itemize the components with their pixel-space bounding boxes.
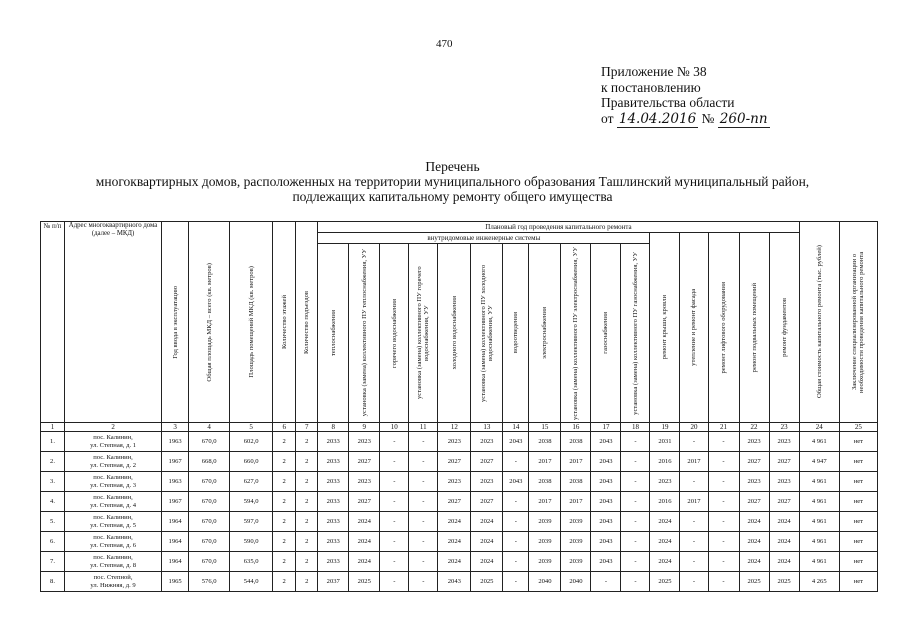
- cell-total: 576,0: [189, 572, 230, 592]
- cell-el-m: 2017: [561, 452, 591, 472]
- row-number: 8.: [41, 572, 65, 592]
- cell-heat-m: 2024: [349, 512, 380, 532]
- column-number: 25: [839, 423, 877, 432]
- cell-cost: 4 961: [799, 432, 839, 452]
- cell-gas: 2043: [591, 472, 621, 492]
- cell-prem: 594,0: [230, 492, 273, 512]
- cell-hw: -: [380, 452, 409, 472]
- address-cell: [65, 472, 162, 492]
- cell-en: 2: [296, 552, 318, 572]
- cell-base: 2024: [739, 532, 769, 552]
- cell-el-m: 2039: [561, 532, 591, 552]
- address-cell: [65, 552, 162, 572]
- cell-concl: нет: [839, 532, 877, 552]
- houses-table: [40, 221, 878, 592]
- row-number: 1.: [41, 432, 65, 452]
- column-number: 23: [769, 423, 799, 432]
- address-line-2: ул. Нижняя, д. 9: [90, 581, 136, 589]
- col-header-conclusion: Заключение специализированной организации о необходимости проведения капитального ремонта: [839, 222, 877, 423]
- cell-el-m: 2039: [561, 512, 591, 532]
- cell-gas: -: [591, 572, 621, 592]
- cell-elev: -: [708, 492, 739, 512]
- column-number: 16: [561, 423, 591, 432]
- column-number-row: [41, 423, 878, 432]
- cell-fl: 2: [273, 432, 296, 452]
- col-header-engineering: внутридомовые инженерные системы: [318, 233, 650, 244]
- column-number: 15: [529, 423, 561, 432]
- appendix-resolution: к постановлению: [601, 79, 701, 95]
- cell-elev: -: [708, 532, 739, 552]
- cell-hw-m: -: [409, 472, 438, 492]
- column-number: 24: [799, 423, 839, 432]
- cell-gas: 2043: [591, 552, 621, 572]
- address-line-1: пос. Калинин,: [93, 554, 133, 561]
- row-number: 4.: [41, 492, 65, 512]
- cell-found: 2027: [769, 492, 799, 512]
- cell-year: 1964: [162, 512, 189, 532]
- address-cell: [65, 492, 162, 512]
- column-number: 12: [438, 423, 471, 432]
- cell-cw: 2024: [438, 532, 471, 552]
- cell-base: 2027: [739, 492, 769, 512]
- row-number: 7.: [41, 552, 65, 572]
- cell-found: 2024: [769, 532, 799, 552]
- cell-en: 2: [296, 432, 318, 452]
- cell-gas-m: -: [621, 572, 650, 592]
- cell-prem: 544,0: [230, 572, 273, 592]
- address-line-1: пос. Калинин,: [93, 514, 133, 521]
- cell-fl: 2: [273, 572, 296, 592]
- cell-cw-m: 2027: [471, 492, 503, 512]
- col-header-heating: теплоснабжения: [318, 244, 349, 423]
- cell-heat: 2033: [318, 472, 349, 492]
- cell-prem: 590,0: [230, 532, 273, 552]
- cell-heat: 2033: [318, 532, 349, 552]
- cell-year: 1963: [162, 472, 189, 492]
- cell-sew: -: [503, 512, 529, 532]
- column-number: 18: [621, 423, 650, 432]
- cell-prem: 660,0: [230, 452, 273, 472]
- cell-gas-m: -: [621, 512, 650, 532]
- cell-concl: нет: [839, 452, 877, 472]
- cell-year: 1964: [162, 532, 189, 552]
- cell-fac: -: [680, 472, 708, 492]
- col-header-electricity-meter: установка (замена) коллективного ПУ электроснабжения, УУ: [561, 244, 591, 423]
- table-row: [41, 512, 878, 532]
- handwritten-date: 14.04.2016: [618, 110, 697, 127]
- cell-total: 670,0: [189, 432, 230, 452]
- cell-heat: 2033: [318, 552, 349, 572]
- table-row: [41, 432, 878, 452]
- address-line-1: пос. Калинин,: [93, 534, 133, 541]
- cell-total: 670,0: [189, 492, 230, 512]
- column-number: 22: [739, 423, 769, 432]
- cell-gas: 2043: [591, 492, 621, 512]
- cell-cost: 4 961: [799, 512, 839, 532]
- cell-found: 2023: [769, 472, 799, 492]
- column-number: 14: [503, 423, 529, 432]
- cell-heat: 2033: [318, 492, 349, 512]
- cell-elev: -: [708, 572, 739, 592]
- cell-el: 2040: [529, 572, 561, 592]
- cell-cw: 2043: [438, 572, 471, 592]
- cell-cw: 2027: [438, 492, 471, 512]
- cell-heat-m: 2027: [349, 452, 380, 472]
- cell-gas: 2043: [591, 452, 621, 472]
- cell-heat: 2037: [318, 572, 349, 592]
- title-line-1: Перечень: [425, 159, 480, 174]
- col-header-cold-water-meter: установка (замена) коллективного ПУ холодного водоснабжения, УУ: [471, 244, 503, 423]
- cell-fac: -: [680, 552, 708, 572]
- cell-fl: 2: [273, 452, 296, 472]
- address-line-2: ул. Степная, д. 2: [90, 461, 137, 469]
- cell-year: 1964: [162, 552, 189, 572]
- col-header-gas: газоснабжения: [591, 244, 621, 423]
- cell-elev: -: [708, 552, 739, 572]
- cell-cw: 2024: [438, 512, 471, 532]
- cell-year: 1967: [162, 492, 189, 512]
- column-number: 6: [273, 423, 296, 432]
- col-header-entrances: Количество подъездов: [296, 222, 318, 423]
- cell-el-m: 2038: [561, 432, 591, 452]
- cell-hw-m: -: [409, 432, 438, 452]
- col-header-cost: Общая стоимость капитального ремонта (тыс. рублей): [799, 222, 839, 423]
- cell-base: 2027: [739, 452, 769, 472]
- cell-roof: 2016: [650, 452, 680, 472]
- cell-fac: -: [680, 512, 708, 532]
- cell-heat-m: 2027: [349, 492, 380, 512]
- cell-el-m: 2017: [561, 492, 591, 512]
- cell-heat: 2033: [318, 432, 349, 452]
- col-header-total-area: Общая площадь МКД – всего (кв. метров): [189, 222, 230, 423]
- cell-concl: нет: [839, 472, 877, 492]
- cell-fl: 2: [273, 532, 296, 552]
- column-number: 7: [296, 423, 318, 432]
- cell-el-m: 2040: [561, 572, 591, 592]
- cell-total: 670,0: [189, 472, 230, 492]
- col-header-hot-water: горячего водоснабжения: [380, 244, 409, 423]
- cell-en: 2: [296, 532, 318, 552]
- address-line-2: ул. Степная, д. 4: [90, 501, 137, 509]
- date-prefix: от: [601, 110, 614, 126]
- cell-roof: 2024: [650, 512, 680, 532]
- address-line-1: пос. Калинин,: [93, 494, 133, 501]
- col-header-basement: ремонт подвальных помещений: [739, 233, 769, 423]
- cell-gas-m: -: [621, 472, 650, 492]
- cell-hw-m: -: [409, 532, 438, 552]
- cell-concl: нет: [839, 512, 877, 532]
- col-header-facade: утепление и ремонт фасада: [680, 233, 708, 423]
- cell-fl: 2: [273, 512, 296, 532]
- cell-total: 670,0: [189, 552, 230, 572]
- cell-base: 2023: [739, 432, 769, 452]
- column-number: 21: [708, 423, 739, 432]
- col-header-sewerage: водоотведения: [503, 244, 529, 423]
- cell-sew: -: [503, 492, 529, 512]
- cell-en: 2: [296, 452, 318, 472]
- address-line-1: пос. Степной,: [93, 574, 133, 581]
- cell-el: 2017: [529, 452, 561, 472]
- address-line-1: пос. Калинин,: [93, 434, 133, 441]
- col-header-planned-year: Плановый год проведения капитального ремонта: [318, 222, 800, 233]
- cell-base: 2024: [739, 552, 769, 572]
- column-number: 8: [318, 423, 349, 432]
- cell-el: 2039: [529, 552, 561, 572]
- cell-year: 1967: [162, 452, 189, 472]
- title-line-3: подлежащих капитальному ремонту общего имущества: [292, 189, 613, 204]
- cell-gas-m: -: [621, 432, 650, 452]
- cell-roof: 2031: [650, 432, 680, 452]
- cell-hw-m: -: [409, 492, 438, 512]
- cell-prem: 597,0: [230, 512, 273, 532]
- column-number: 5: [230, 423, 273, 432]
- row-number: 6.: [41, 532, 65, 552]
- cell-roof: 2024: [650, 532, 680, 552]
- cell-cost: 4 961: [799, 532, 839, 552]
- cell-found: 2023: [769, 432, 799, 452]
- cell-found: 2025: [769, 572, 799, 592]
- col-header-hot-water-meter: установка (замена) коллективного ПУ горячего водоснабжения, УУ: [409, 244, 438, 423]
- cell-fac: -: [680, 532, 708, 552]
- appendix-title: Приложение № 38: [601, 64, 707, 79]
- cell-sew: -: [503, 552, 529, 572]
- cell-heat: 2033: [318, 452, 349, 472]
- column-number: 1: [41, 423, 65, 432]
- cell-prem: 635,0: [230, 552, 273, 572]
- cell-base: 2024: [739, 512, 769, 532]
- cell-found: 2024: [769, 512, 799, 532]
- cell-fl: 2: [273, 472, 296, 492]
- cell-elev: -: [708, 472, 739, 492]
- table-row: [41, 472, 878, 492]
- col-header-num: № п/п: [41, 222, 65, 423]
- row-number: 5.: [41, 512, 65, 532]
- cell-cw: 2023: [438, 432, 471, 452]
- title-line-2: многоквартирных домов, расположенных на территории муниципального образования Ташлинский муниципальный район,: [95, 174, 810, 189]
- cell-cw-m: 2027: [471, 452, 503, 472]
- address-cell: [65, 572, 162, 592]
- address-line-2: ул. Степная, д. 8: [90, 561, 137, 569]
- table-row: [41, 552, 878, 572]
- handwritten-number: 260-пп: [719, 110, 768, 127]
- cell-fl: 2: [273, 552, 296, 572]
- address-line-2: ул. Степная, д. 5: [90, 521, 137, 529]
- cell-heat-m: 2024: [349, 532, 380, 552]
- cell-heat-m: 2025: [349, 572, 380, 592]
- column-number: 4: [189, 423, 230, 432]
- col-header-elevator: ремонт лифтового оборудования: [708, 233, 739, 423]
- cell-roof: 2025: [650, 572, 680, 592]
- cell-year: 1963: [162, 432, 189, 452]
- cell-el: 2038: [529, 472, 561, 492]
- cell-hw: -: [380, 432, 409, 452]
- col-header-roof: ремонт крыши, кровли: [650, 233, 680, 423]
- col-header-foundation: ремонт фундаментов: [769, 233, 799, 423]
- cell-en: 2: [296, 492, 318, 512]
- cell-gas-m: -: [621, 452, 650, 472]
- cell-hw-m: -: [409, 552, 438, 572]
- table-row: [41, 492, 878, 512]
- cell-cw: 2023: [438, 472, 471, 492]
- cell-el-m: 2039: [561, 552, 591, 572]
- cell-gas: 2043: [591, 532, 621, 552]
- cell-found: 2024: [769, 552, 799, 572]
- cell-concl: нет: [839, 492, 877, 512]
- cell-concl: нет: [839, 432, 877, 452]
- table-row: [41, 532, 878, 552]
- cell-heat-m: 2023: [349, 432, 380, 452]
- document-title: [0, 159, 905, 204]
- col-header-cold-water: холодного водоснабжения: [438, 244, 471, 423]
- column-number: 9: [349, 423, 380, 432]
- table-row: [41, 452, 878, 472]
- cell-elev: -: [708, 432, 739, 452]
- cell-concl: нет: [839, 572, 877, 592]
- cell-sew: -: [503, 452, 529, 472]
- cell-found: 2027: [769, 452, 799, 472]
- cell-prem: 627,0: [230, 472, 273, 492]
- appendix-date-line: [601, 111, 770, 128]
- cell-el: 2038: [529, 432, 561, 452]
- address-line-2: ул. Степная, д. 6: [90, 541, 137, 549]
- cell-fac: 2017: [680, 452, 708, 472]
- cell-en: 2: [296, 512, 318, 532]
- address-cell: [65, 532, 162, 552]
- cell-heat-m: 2024: [349, 552, 380, 572]
- cell-cw: 2024: [438, 552, 471, 572]
- cell-fac: 2017: [680, 492, 708, 512]
- address-line-1: пос. Калинин,: [93, 454, 133, 461]
- cell-el: 2039: [529, 512, 561, 532]
- cell-sew: -: [503, 532, 529, 552]
- cell-cw-m: 2024: [471, 532, 503, 552]
- cell-gas: 2043: [591, 512, 621, 532]
- column-number: 20: [680, 423, 708, 432]
- cell-hw: -: [380, 472, 409, 492]
- cell-base: 2023: [739, 472, 769, 492]
- cell-cost: 4 961: [799, 472, 839, 492]
- cell-el: 2039: [529, 532, 561, 552]
- cell-sew: 2043: [503, 432, 529, 452]
- cell-hw: -: [380, 512, 409, 532]
- cell-cost: 4 947: [799, 452, 839, 472]
- cell-total: 670,0: [189, 512, 230, 532]
- cell-roof: 2023: [650, 472, 680, 492]
- column-number: 2: [65, 423, 162, 432]
- cell-sew: -: [503, 572, 529, 592]
- page-number: 470: [436, 38, 453, 50]
- address-cell: [65, 512, 162, 532]
- cell-total: 668,0: [189, 452, 230, 472]
- cell-cost: 4 265: [799, 572, 839, 592]
- table-row: [41, 572, 878, 592]
- address-cell: [65, 452, 162, 472]
- cell-en: 2: [296, 572, 318, 592]
- cell-fac: -: [680, 572, 708, 592]
- cell-sew: 2043: [503, 472, 529, 492]
- cell-hw: -: [380, 572, 409, 592]
- cell-gas-m: -: [621, 492, 650, 512]
- column-number: 11: [409, 423, 438, 432]
- cell-roof: 2016: [650, 492, 680, 512]
- column-number: 13: [471, 423, 503, 432]
- cell-hw-m: -: [409, 512, 438, 532]
- col-header-heating-meter: установка (замена) коллективного ПУ теплоснабжения, УУ: [349, 244, 380, 423]
- cell-cost: 4 961: [799, 492, 839, 512]
- cell-hw: -: [380, 552, 409, 572]
- cell-gas: 2043: [591, 432, 621, 452]
- cell-roof: 2024: [650, 552, 680, 572]
- number-sign: №: [701, 110, 715, 126]
- cell-concl: нет: [839, 552, 877, 572]
- cell-el-m: 2038: [561, 472, 591, 492]
- row-number: 3.: [41, 472, 65, 492]
- cell-cw-m: 2023: [471, 432, 503, 452]
- column-number: 17: [591, 423, 621, 432]
- col-header-gas-meter: установка (замена) коллективного ПУ газоснабжения, УУ: [621, 244, 650, 423]
- cell-en: 2: [296, 472, 318, 492]
- address-line-1: пос. Калинин,: [93, 474, 133, 481]
- column-number: 19: [650, 423, 680, 432]
- appendix-government: Правительства области: [601, 95, 735, 110]
- cell-cw-m: 2024: [471, 552, 503, 572]
- cell-gas-m: -: [621, 532, 650, 552]
- cell-heat-m: 2023: [349, 472, 380, 492]
- col-header-electricity: электроснабжения: [529, 244, 561, 423]
- cell-cw: 2027: [438, 452, 471, 472]
- cell-fac: -: [680, 432, 708, 452]
- cell-cw-m: 2024: [471, 512, 503, 532]
- column-number: 10: [380, 423, 409, 432]
- cell-cw-m: 2025: [471, 572, 503, 592]
- cell-elev: -: [708, 452, 739, 472]
- cell-hw-m: -: [409, 452, 438, 472]
- row-number: 2.: [41, 452, 65, 472]
- cell-gas-m: -: [621, 552, 650, 572]
- cell-heat: 2033: [318, 512, 349, 532]
- column-number: 3: [162, 423, 189, 432]
- cell-total: 670,0: [189, 532, 230, 552]
- col-header-address: Адрес многоквартирного дома (далее – МКД): [65, 222, 162, 423]
- address-line-2: ул. Степная, д. 1: [90, 441, 137, 449]
- address-line-2: ул. Степная, д. 3: [90, 481, 137, 489]
- col-header-floors: Количество этажей: [273, 222, 296, 423]
- cell-hw-m: -: [409, 572, 438, 592]
- cell-elev: -: [708, 512, 739, 532]
- cell-hw: -: [380, 492, 409, 512]
- address-cell: [65, 432, 162, 452]
- col-header-premises-area: Площадь помещений МКД (кв. метров): [230, 222, 273, 423]
- cell-fl: 2: [273, 492, 296, 512]
- cell-year: 1965: [162, 572, 189, 592]
- appendix-block: [601, 64, 770, 127]
- cell-cost: 4 961: [799, 552, 839, 572]
- cell-prem: 602,0: [230, 432, 273, 452]
- cell-hw: -: [380, 532, 409, 552]
- cell-base: 2025: [739, 572, 769, 592]
- cell-el: 2017: [529, 492, 561, 512]
- cell-cw-m: 2023: [471, 472, 503, 492]
- col-header-year-built: Год ввода в эксплуатацию: [162, 222, 189, 423]
